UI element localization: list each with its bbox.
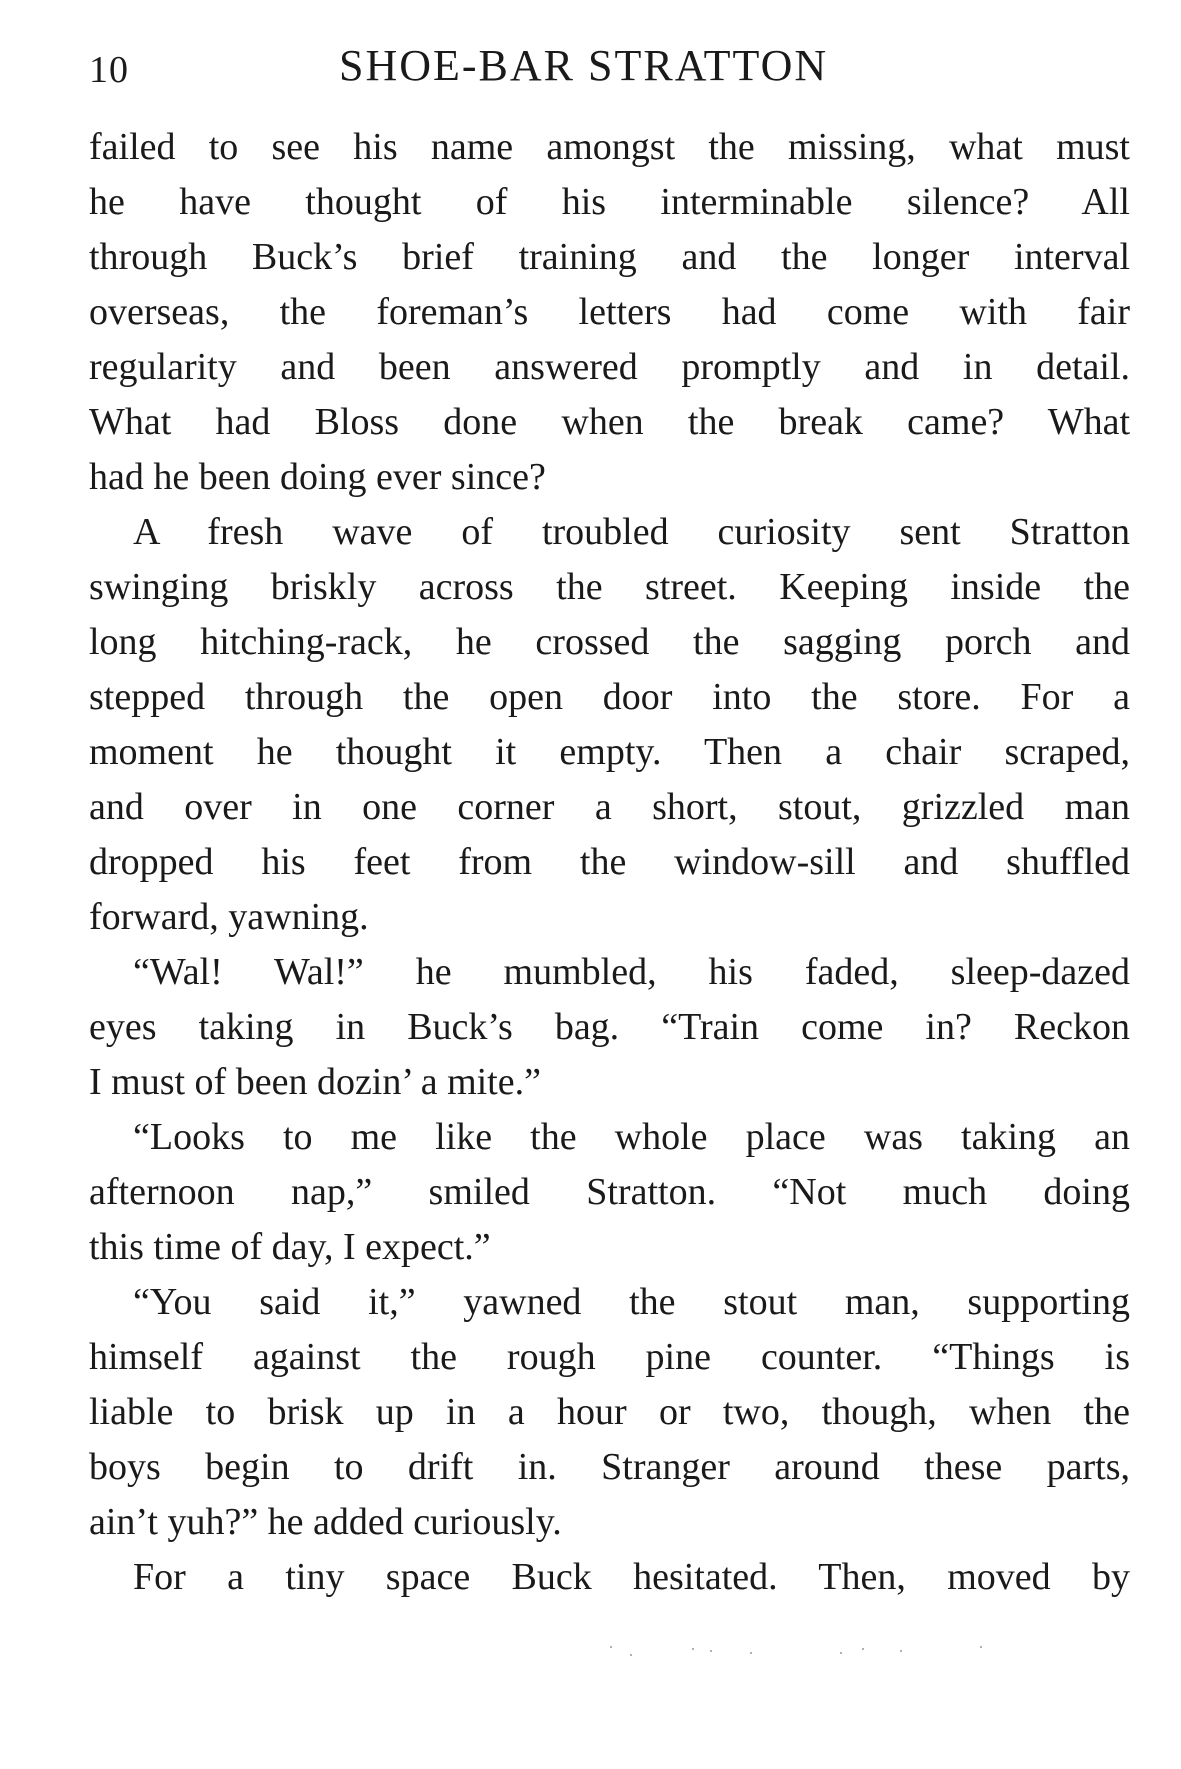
text-line: overseas, the foreman’s letters had come with fair [89, 291, 1130, 333]
text-line: failed to see his name amongst the missing, what must [89, 126, 1130, 168]
text-line: long hitching-rack, he crossed the sagging porch and [89, 621, 1130, 663]
text-line: What had Bloss done when the break came? What [89, 401, 1130, 443]
text-line: boys begin to drift in. Stranger around these parts, [89, 1446, 1130, 1488]
text-line: eyes taking in Buck’s bag. “Train come in? Reckon [89, 1006, 1130, 1048]
book-title: SHOE-BAR STRATTON [339, 41, 829, 90]
running-head [89, 40, 1129, 100]
text-line: stepped through the open door into the store. For a [89, 676, 1130, 718]
text-line: himself against the rough pine counter. “Things is [89, 1336, 1130, 1378]
text-line: forward, yawning. [89, 896, 369, 938]
text-line: this time of day, I expect.” [89, 1226, 491, 1268]
text-line: I must of been dozin’ a mite.” [89, 1061, 541, 1103]
print-specks [600, 1640, 1000, 1670]
body-text [89, 120, 1130, 1605]
text-line: “Looks to me like the whole place was taking an [133, 1116, 1130, 1158]
text-line: For a tiny space Buck hesitated. Then, moved by [133, 1556, 1130, 1598]
text-line: regularity and been answered promptly and in detail. [89, 346, 1130, 388]
text-line: through Buck’s brief training and the longer interval [89, 236, 1130, 278]
text-line: he have thought of his interminable silence? All [89, 181, 1130, 223]
text-line: had he been doing ever since? [89, 456, 546, 498]
text-line: A fresh wave of troubled curiosity sent Stratton [133, 511, 1130, 553]
text-line: and over in one corner a short, stout, grizzled man [89, 786, 1130, 828]
text-line: swinging briskly across the street. Keeping inside the [89, 566, 1130, 608]
text-line: “You said it,” yawned the stout man, supporting [133, 1281, 1130, 1323]
text-line: moment he thought it empty. Then a chair scraped, [89, 731, 1130, 773]
text-line: dropped his feet from the window-sill and shuffled [89, 841, 1130, 883]
page-number: 10 [89, 49, 129, 91]
text-line: ain’t yuh?” he added curiously. [89, 1501, 562, 1543]
text-line: afternoon nap,” smiled Stratton. “Not much doing [89, 1171, 1130, 1213]
text-line: liable to brisk up in a hour or two, though, when the [89, 1391, 1130, 1433]
text-line: “Wal! Wal!” he mumbled, his faded, sleep-dazed [133, 951, 1130, 993]
